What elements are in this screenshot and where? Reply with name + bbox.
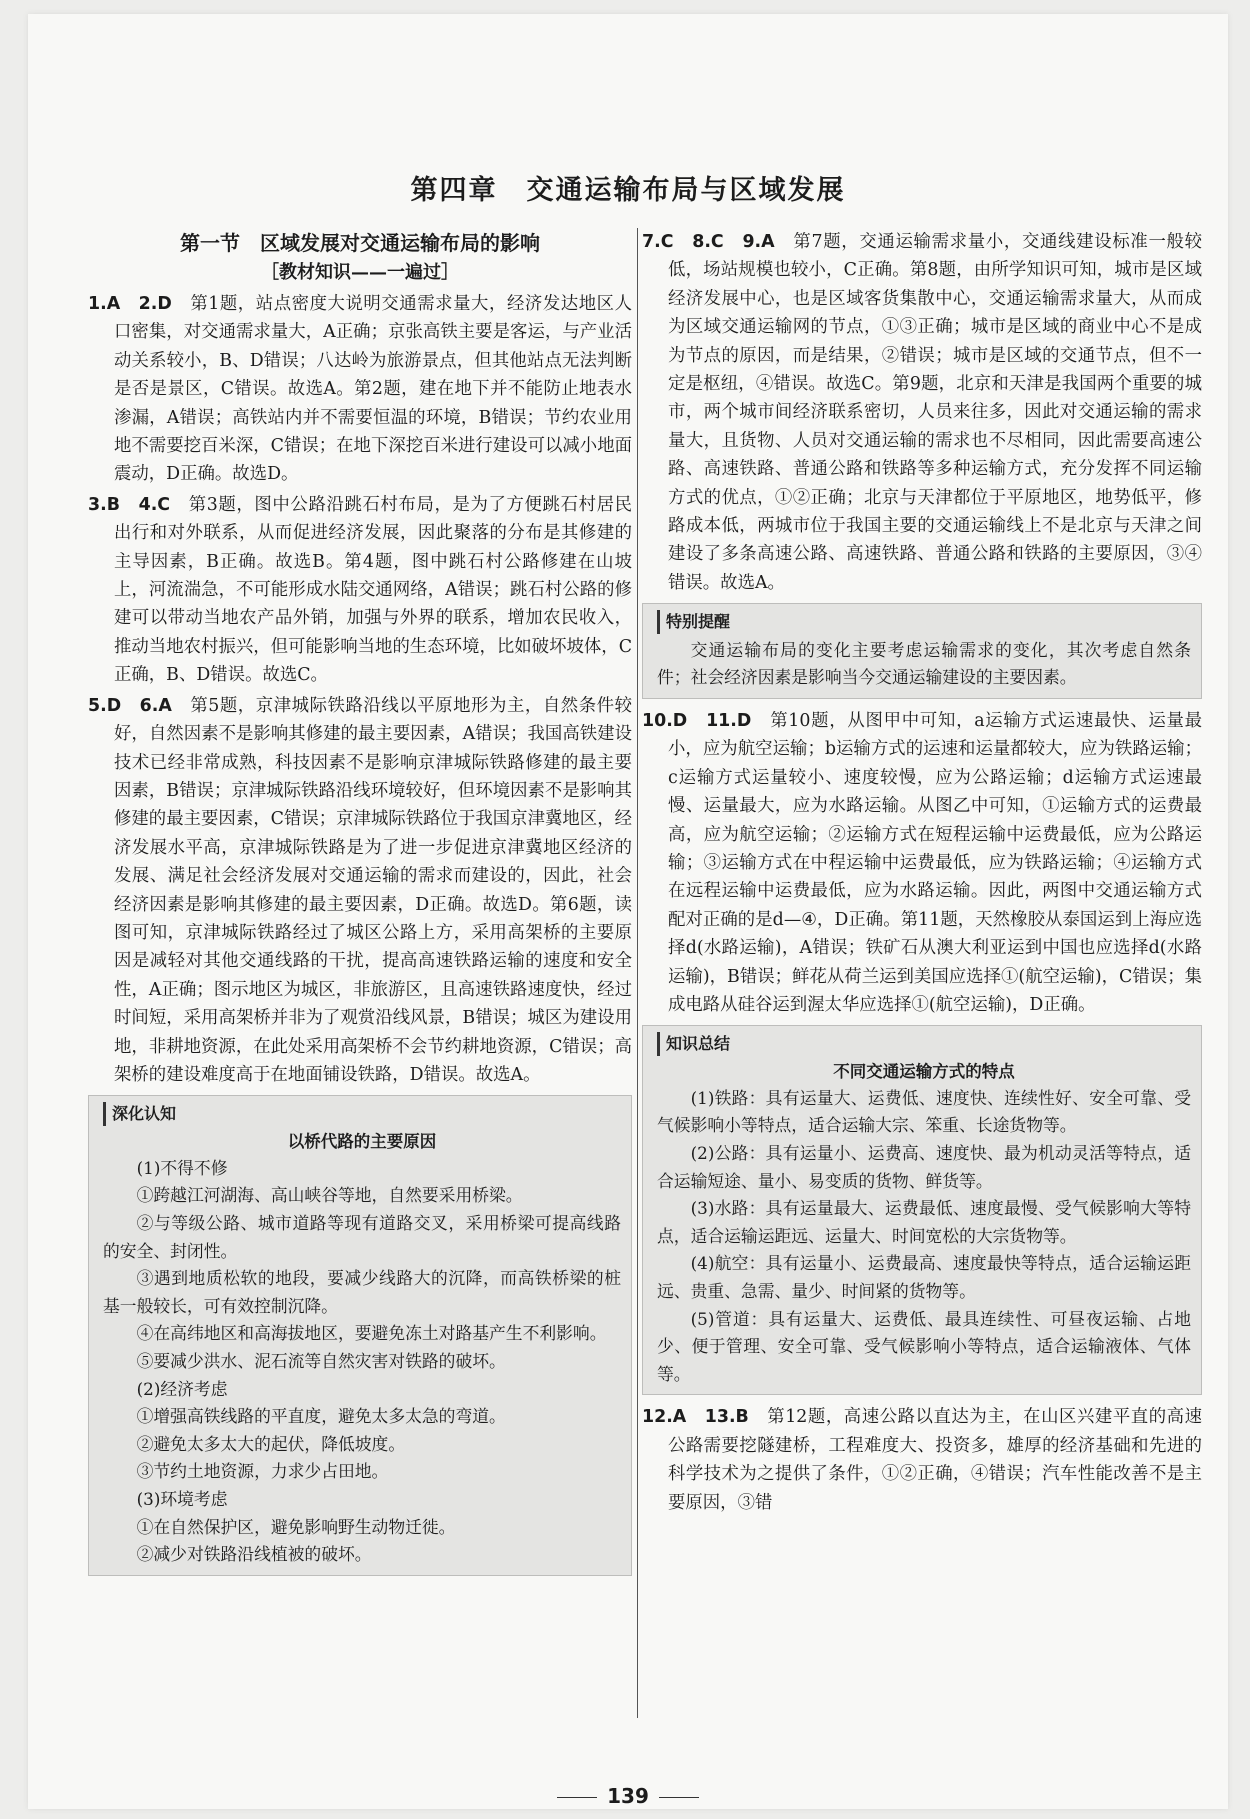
knowledge-summary-box [642, 1025, 1202, 1395]
answer-block [88, 692, 632, 1090]
answer-text: 第3题，图中公路沿跳石村布局，是为了方便跳石村居民出行和对外联系，从而促进经济发展，因此聚落的分布是其修建的主导因素，B正确。故选B。第4题，图中跳石村公路修建在山坡上，河流湍急，不可能形成水陆交通网络，A错误；跳石村公路的修建可以带动当地农产品外销，加强与外界的联系，增加农民收入，推动当地农村振兴，但可能影响当地的生态环境，比如破坏坡体，C正确，B、D错误。故选C。 [114, 494, 632, 686]
box-line: (2)经济考虑 [136, 1378, 228, 1399]
answer-label: 5.D 6.A [88, 695, 172, 716]
page-number-dash [557, 1797, 597, 1798]
box-line: (2)公路：具有运量小、运费高、速度快、最为机动灵活等特点，适合运输短途、量小、易变质的货物、鲜货等。 [657, 1142, 1191, 1191]
sub-title: ［教材知识——一遍过］ [261, 262, 459, 283]
box-line: ①在自然保护区，避免影响野生动物迁徙。 [136, 1516, 456, 1537]
answer-label: 10.D 11.D [642, 710, 752, 731]
right-column [642, 228, 1202, 1519]
page-number [28, 1784, 1228, 1808]
answer-label: 12.A 13.B [642, 1407, 749, 1428]
box-line: (4)航空：具有运量小、运费最高、速度最快等特点，适合运输运距远、贵重、急需、量少、时间紧的货物等。 [657, 1253, 1191, 1301]
answer-text: 第10题，从图甲中可知，a运输方式运速最快、运量最小，应为航空运输；b运输方式的运速和运量都较大，应为铁路运输；c运输方式运量较小、速度较慢，应为公路运输；d运输方式运速最慢、运量最大，应为水路运输。从图乙中可知，①运输方式的运费最高，应为航空运输；②运输方式在短程运输中运费最低，应为公路运输；③运输方式在中程运输中运费最低，应为铁路运输；④运输方式在远程运输中运费最低，应为水路运输。因此，两图中交通运输方式配对正确的是d—④，D正确。第11题，天然橡胶从泰国运到上海应选择d(水路运输)，A错误；铁矿石从澳大利亚运到中国也应选择d(水路运输)，B错误；鲜花从荷兰运到美国应选择①(航空运输)，C错误；集成电路从硅谷运到渥太华应选择①(航空运输)，D正确。 [668, 710, 1202, 1015]
box-tag: 知识总结 [657, 1032, 730, 1056]
answer-block [88, 491, 632, 690]
page-number-dash [659, 1797, 699, 1798]
box-line: ③遇到地质松软的地段，要减少线路大的沉降，而高铁桥梁的桩基一般较长，可有效控制沉降。 [103, 1268, 621, 1316]
box-heading: 以桥代路的主要原因 [287, 1131, 437, 1151]
left-column [88, 228, 632, 1584]
box-line: (5)管道：具有运量大、运费低、最具连续性、可昼夜运输、占地少、便于管理、安全可靠、受气候影响小等特点，适合运输液体、气体等。 [657, 1308, 1191, 1384]
answer-block [88, 290, 632, 489]
page-number-value: 139 [607, 1784, 649, 1808]
answer-text: 第7题，交通运输需求量小，交通线建设标准一般较低，场站规模也较小，C正确。第8题，由所学知识可知，城市是区域经济发展中心，也是区域客货集散中心，交通运输需求量大，从而成为区域交通运输网的节点，①③正确；城市是区域的商业中心不是成为节点的原因，而是结果，②错误；城市是区域的交通节点，但不一定是枢纽，④错误。故选C。第9题，北京和天津是我国两个重要的城市，两个城市间经济联系密切，人员来往多，因此对交通运输的需求量大，且货物、人员对交通运输的需求也不尽相同，因此需要高速公路、高速铁路、普通公路和铁路等多种运输方式，充分发挥不同运输方式的优点，①②正确；北京与天津都位于平原地区，地势低平，修路成本低，两城市位于我国主要的交通运输线上不是北京与天津之间建设了多条高速公路、高速铁路、普通公路和铁路的主要原因，③④错误。故选A。 [668, 232, 1202, 593]
box-line: ②减少对铁路沿线植被的破坏。 [136, 1544, 372, 1565]
answer-label: 7.C 8.C 9.A [642, 232, 775, 252]
box-tag: 特别提醒 [657, 610, 730, 634]
box-line: 交通运输布局的变化主要考虑运输需求的变化，其次考虑自然条件；社会经济因素是影响当今交通运输建设的主要因素。 [657, 639, 1191, 688]
box-line: ②与等级公路、城市道路等现有道路交叉，采用桥梁可提高线路的安全、封闭性。 [103, 1212, 621, 1261]
box-line: (1)铁路：具有运量大、运费低、速度快、连续性好、安全可靠、受气候影响小等特点，适合运输大宗、笨重、长途货物等。 [657, 1087, 1191, 1136]
box-line: (3)环境考虑 [136, 1488, 228, 1509]
answer-block [642, 1403, 1202, 1517]
box-line: (1)不得不修 [136, 1157, 228, 1178]
box-line: ④在高纬地区和高海拔地区，要避免冻土对路基产生不利影响。 [136, 1323, 607, 1344]
answer-block [642, 707, 1202, 1019]
answer-text: 第5题，京津城际铁路沿线以平原地形为主，自然条件较好，自然因素不是影响其修建的最主要因素，A错误；我国高铁建设技术已经非常成熟，科技因素不是影响京津城际铁路修建的最主要因素，B错误；京津城际铁路沿线环境较好，但环境因素不是影响其修建的最主要因素，C错误；京津城际铁路位于我国京津冀地区，经济发展水平高，京津城际铁路是为了进一步促进京津冀地区经济的发展、满足社会经济发展对交通运输的需求而建设的，因此，社会经济因素是影响其修建的最主要因素，D正确。故选D。第6题，读图可知，京津城际铁路经过了城区公路上方，采用高架桥的主要原因是减轻对其他交通线路的干扰，提高高速铁路运输的速度和安全性，A正确；图示地区为城区，非旅游区，且高速铁路速度快，经过时间短，采用高架桥并非为了观赏沿线风景，B错误；城区为建设用地，非耕地资源，在此处采用高架桥不会节约耕地资源，C错误；高架桥的建设难度高于在地面铺设铁路，D错误。故选A。 [114, 695, 632, 1085]
answer-block [642, 228, 1202, 597]
section-title: 第一节 区域发展对交通运输布局的影响 [180, 231, 540, 255]
answer-text: 第12题，高速公路以直达为主，在山区兴建平直的高速公路需要挖隧建桥，工程难度大、投资多，雄厚的经济基础和先进的科学技术为之提供了条件，①②正确，④错误；汽车性能改善不是主要原因，③错 [668, 1407, 1202, 1513]
deep-understanding-box [88, 1095, 632, 1575]
special-tip-box [642, 603, 1202, 699]
box-heading: 不同交通运输方式的特点 [833, 1061, 1015, 1081]
answer-label: 1.A 2.D [88, 294, 172, 314]
box-line: ⑤要减少洪水、泥石流等自然灾害对铁路的破坏。 [136, 1350, 506, 1371]
box-tag: 深化认知 [103, 1102, 176, 1126]
box-line: ③节约土地资源，力求少占田地。 [136, 1461, 389, 1482]
answer-text: 第1题，站点密度大说明交通需求量大，经济发达地区人口密集，对交通需求量大，A正确；京张高铁主要是客运，与产业活动关系较小，B、D错误；八达岭为旅游景点，但其他站点无法判断是否是景区，C错误。故选A。第2题，建在地下并不能防止地表水渗漏，A错误；高铁站内并不需要恒温的环境，B错误；节约农业用地不需要挖百米深，C错误；在地下深挖百米进行建设可以减小地面震动，D正确。故选D。 [114, 294, 632, 485]
chapter-title: 第四章 交通运输布局与区域发展 [410, 175, 846, 206]
column-divider [637, 228, 638, 1718]
answer-label: 3.B 4.C [88, 494, 171, 515]
document-page [28, 14, 1228, 1809]
box-line: (3)水路：具有运量最大、运费最低、速度最慢、受气候影响大等特点，适合运输运距远、运量大、时间宽松的大宗货物等。 [657, 1198, 1191, 1246]
box-line: ①跨越江河湖海、高山峡谷等地，自然要采用桥梁。 [136, 1185, 523, 1206]
box-line: ②避免太多太大的起伏，降低坡度。 [136, 1433, 406, 1454]
box-line: ①增强高铁线路的平直度，避免太多太急的弯道。 [136, 1406, 506, 1427]
